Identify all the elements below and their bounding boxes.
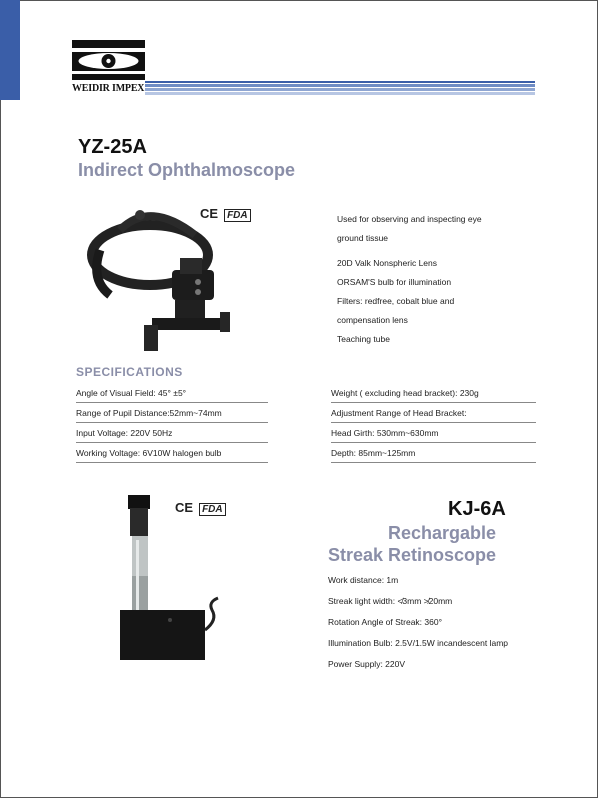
ce-mark: CE (200, 206, 219, 221)
description-line: compensation lens (337, 315, 408, 325)
spec-line: Rotation Angle of Streak: 360° (328, 617, 442, 627)
description-line: Filters: redfree, cobalt blue and (337, 296, 455, 306)
spec-row: Working Voltage: 6V10W halogen bulb (76, 443, 268, 463)
fda-mark: FDA (224, 209, 251, 222)
product2-specs (328, 570, 508, 675)
spec-row: Weight ( excluding head bracket): 230g (331, 383, 536, 403)
product2-name-line2: Streak Retinoscope (328, 545, 497, 565)
spec-line: Illumination Bulb: 2.5V/1.5W incandescent lamp (328, 638, 509, 648)
description-line: ground tissue (337, 233, 389, 243)
specifications-heading: SPECIFICATIONS (76, 365, 183, 379)
specs-right-column (331, 383, 536, 463)
product1-description (337, 210, 557, 349)
spec-line: Power Supply: 220V (328, 659, 406, 669)
product2-name-line1: Rechargable (388, 523, 497, 543)
spec-row: Adjustment Range of Head Bracket: (331, 403, 536, 423)
product2-model: KJ-6A (448, 498, 506, 520)
description-line: Teaching tube (337, 334, 390, 344)
retinoscope-photo (110, 490, 230, 665)
spec-row: Depth: 85mm~125mm (331, 443, 536, 463)
description-line: ORSAM'S bulb for illumination (337, 277, 452, 287)
eye-logo-icon (72, 40, 145, 80)
ophthalmoscope-photo (80, 200, 230, 360)
product1-model: YZ-25A (78, 136, 147, 158)
product2-certification-marks (175, 500, 226, 516)
header-stripes (145, 81, 535, 97)
product1-name: Indirect Ophthalmoscope (78, 160, 296, 180)
ce-mark: CE (175, 500, 194, 515)
brand-name: WEIDIR IMPEX (72, 83, 145, 94)
spec-line: Streak light width: ≮3mm ≯20mm (328, 596, 453, 606)
corner-accent-bar (0, 0, 20, 100)
spec-row: Range of Pupil Distance:52mm~74mm (76, 403, 268, 423)
specs-left-column (76, 383, 268, 463)
spec-row: Angle of Visual Field: 45° ±5° (76, 383, 268, 403)
spec-line: Work distance: 1m (328, 575, 399, 585)
spec-row: Head Girth: 530mm~630mm (331, 423, 536, 443)
fda-mark: FDA (199, 503, 226, 516)
description-line: Used for observing and inspecting eye (337, 214, 482, 224)
description-line: 20D Valk Nonspheric Lens (337, 258, 438, 268)
spec-row: Input Voltage: 220V 50Hz (76, 423, 268, 443)
